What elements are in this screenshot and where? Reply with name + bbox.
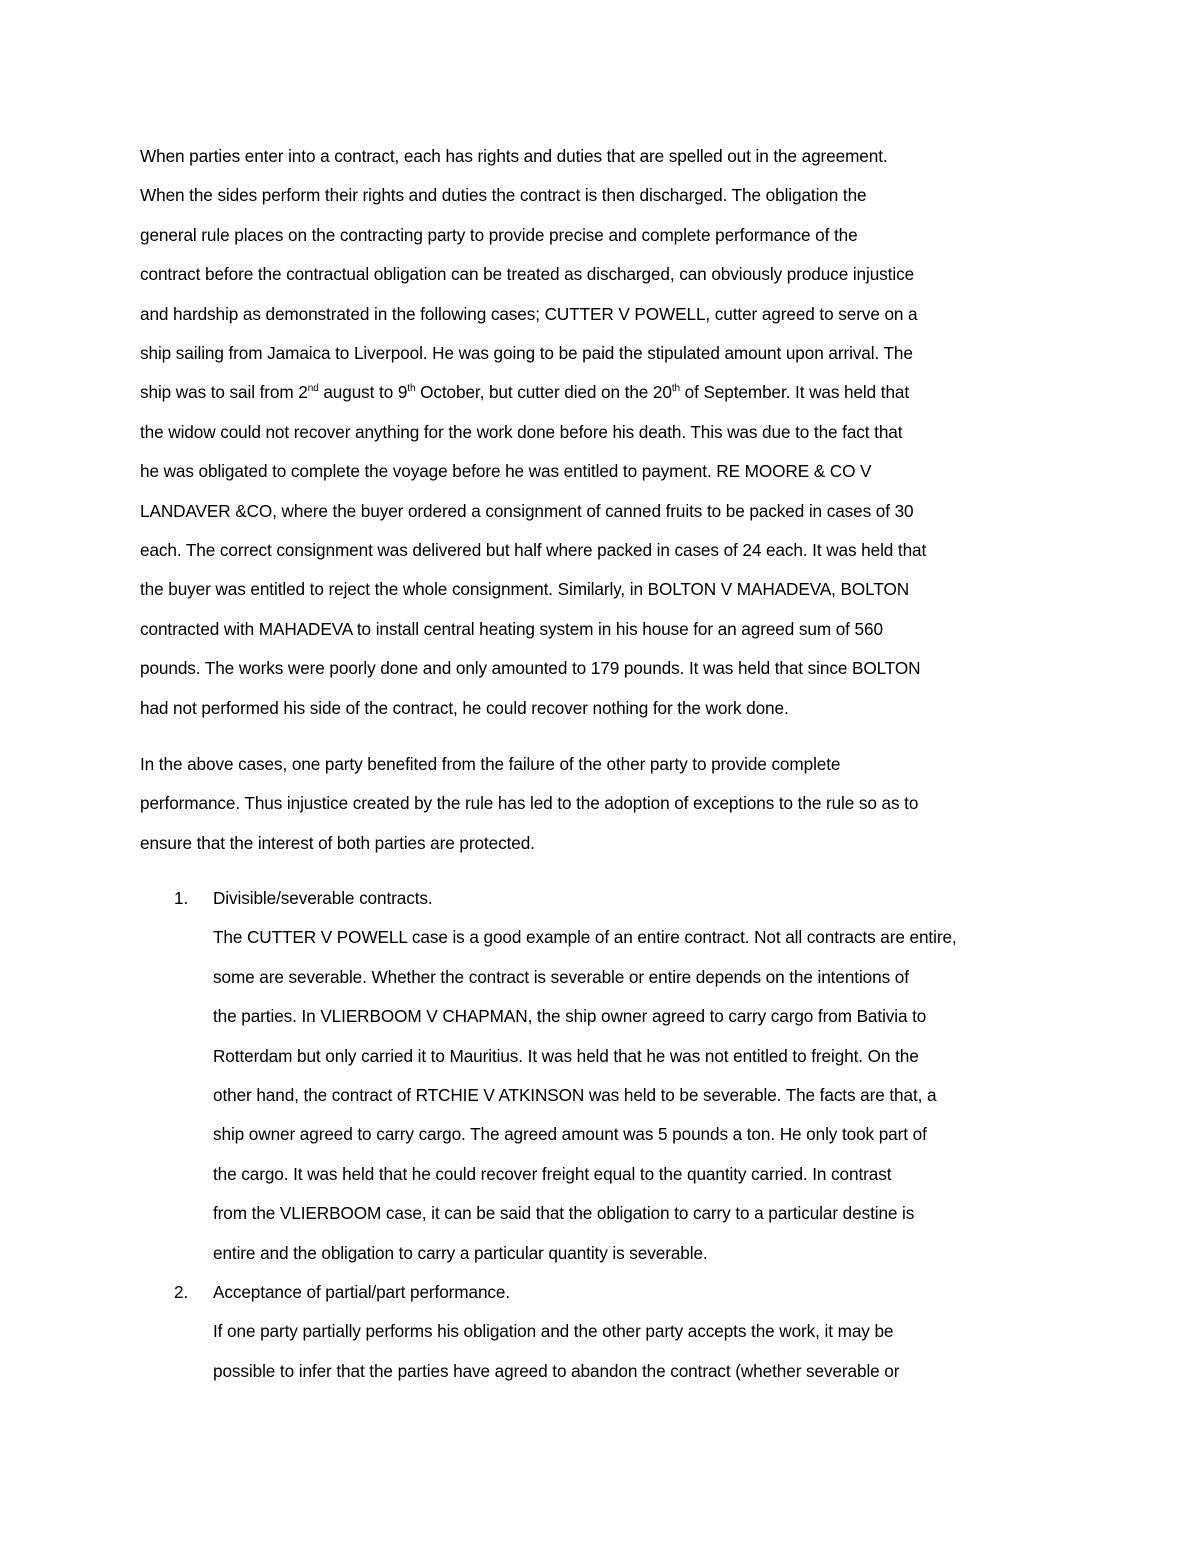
text-line: he was obligated to complete the voyage before he was entitled to payment. RE MOORE & CO V: [140, 461, 872, 482]
text-line: the parties. In VLIERBOOM V CHAPMAN, the ship owner agreed to carry cargo from Bativia to: [213, 1006, 927, 1027]
paragraph-2: [140, 745, 1060, 863]
text-line: The CUTTER V POWELL case is a good example of an entire contract. Not all contracts are entire,: [213, 927, 957, 948]
text-line: contract before the contractual obligation can be treated as discharged, can obviously produce injustice: [140, 264, 915, 285]
superscript: th: [671, 383, 680, 395]
text-line: ship sailing from Jamaica to Liverpool. He was going to be paid the stipulated amount upon arrival. The: [140, 343, 913, 364]
list-item-body: [213, 879, 1073, 1273]
text-line: had not performed his side of the contract, he could recover nothing for the work done.: [140, 697, 789, 718]
text-run: October, but cutter died on the 20: [415, 382, 672, 403]
paragraph-1: [140, 137, 1060, 728]
text-line: possible to infer that the parties have agreed to abandon the contract (whether severable or: [213, 1360, 900, 1381]
text-line: LANDAVER &CO, where the buyer ordered a consignment of canned fruits to be packed in cases of 30: [140, 500, 914, 521]
text-line: When the sides perform their rights and duties the contract is then discharged. The obligation the: [140, 185, 867, 206]
text-line: performance. Thus injustice created by the rule has led to the adoption of exceptions to the rule so as to: [140, 793, 919, 814]
text-line: Rotterdam but only carried it to Mauritius. It was held that he was not entitled to freight. On the: [213, 1045, 919, 1066]
text-line: [140, 373, 1060, 412]
text-line: each. The correct consignment was delivered but half where packed in cases of 24 each. It was held that: [140, 540, 927, 561]
text-line: ensure that the interest of both parties are protected.: [140, 832, 535, 853]
text-run: august to 9: [318, 382, 408, 403]
text-line: some are severable. Whether the contract is severable or entire depends on the intentions of: [213, 966, 909, 987]
list-number: 1.: [174, 888, 189, 908]
text-line: When parties enter into a contract, each has rights and duties that are spelled out in the agreement.: [140, 146, 888, 166]
superscript: th: [407, 383, 416, 395]
text-line: other hand, the contract of RTCHIE V ATKINSON was held to be severable. The facts are that, a: [213, 1085, 937, 1106]
text-line: ship owner agreed to carry cargo. The agreed amount was 5 pounds a ton. He only took part of: [213, 1124, 927, 1145]
superscript: nd: [307, 383, 319, 395]
text-line: the cargo. It was held that he could recover freight equal to the quantity carried. In contrast: [213, 1163, 892, 1184]
text-line: the buyer was entitled to reject the whole consignment. Similarly, in BOLTON V MAHADEVA, BOLTON: [140, 579, 910, 600]
list-item-body: [213, 1273, 1073, 1391]
text-line: pounds. The works were poorly done and only amounted to 179 pounds. It was held that since BOLTON: [140, 658, 921, 679]
text-line: general rule places on the contracting party to provide precise and complete performance of the: [140, 224, 858, 245]
list-number: 2.: [174, 1282, 189, 1302]
text-run: of September. It was held that: [679, 382, 910, 403]
text-line: contracted with MAHADEVA to install central heating system in his house for an agreed sum of 560: [140, 618, 883, 639]
text-line: the widow could not recover anything for the work done before his death. This was due to the fact that: [140, 421, 903, 442]
text-run: ship was to sail from 2: [140, 382, 308, 403]
text-line: If one party partially performs his obligation and the other party accepts the work, it may be: [213, 1321, 894, 1342]
text-line: from the VLIERBOOM case, it can be said that the obligation to carry to a particular destine is: [213, 1203, 915, 1224]
list-heading: Divisible/severable contracts.: [213, 888, 433, 908]
list-heading: Acceptance of partial/part performance.: [213, 1282, 511, 1302]
text-line: and hardship as demonstrated in the following cases; CUTTER V POWELL, cutter agreed to serve on a: [140, 303, 918, 324]
text-line: In the above cases, one party benefited from the failure of the other party to provide complete: [140, 754, 841, 774]
text-line: entire and the obligation to carry a particular quantity is severable.: [213, 1242, 708, 1263]
